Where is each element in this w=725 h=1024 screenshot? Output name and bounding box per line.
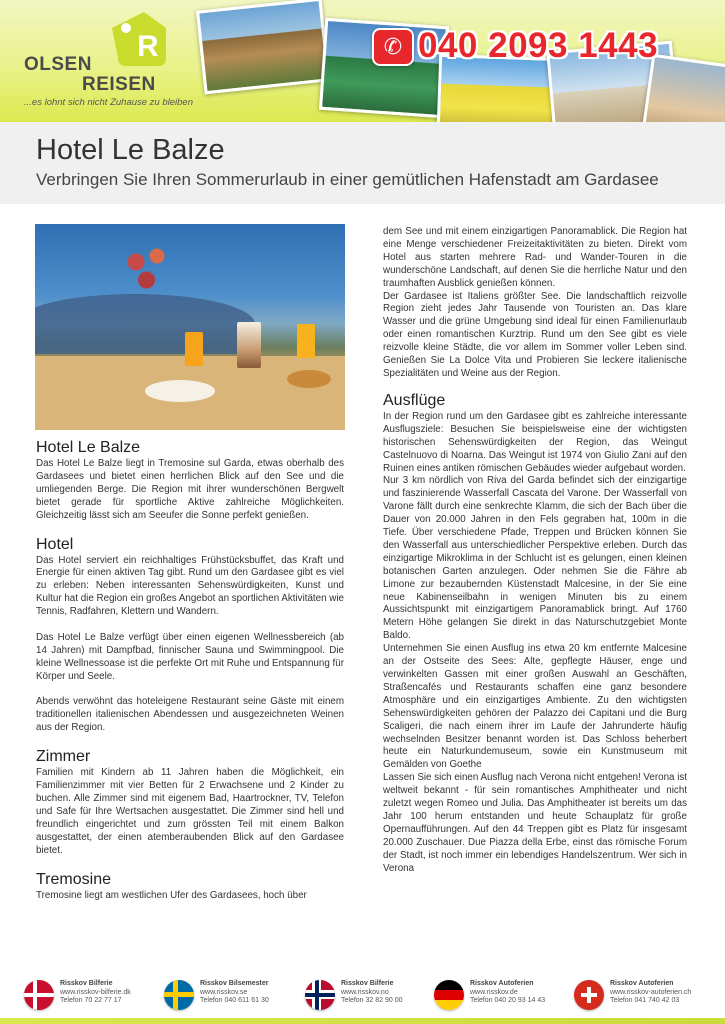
left-column [36, 438, 344, 902]
section-heading-hotel: Hotel [36, 535, 74, 553]
footer-accent-bar [0, 1018, 725, 1024]
section-heading-ausfluege: Ausflüge [383, 391, 446, 409]
olsen-reisen-logo-icon [104, 8, 174, 70]
section-heading-hotel-le-balze: Hotel Le Balze [36, 439, 141, 456]
partner-name: Risskov Bilsemester [200, 980, 269, 987]
partner-url[interactable]: www.risskov-bilferie.dk [60, 988, 131, 996]
switzerland-flag-icon [574, 980, 604, 1010]
partner-phone: Telefon 040 20 93 14 43 [470, 997, 546, 1005]
paragraph: Abends verwöhnt das hoteleigene Restaurant seine Gäste mit einem traditionellen italienischen Abendessen und ausgezeichneten Weinen aus der Region. [36, 696, 344, 734]
page-footer [0, 968, 725, 1024]
partner-phone: Telefon 041 740 42 03 [610, 997, 680, 1005]
partner-url[interactable]: www.risskov.de [470, 988, 518, 996]
sweden-flag-icon [164, 980, 194, 1010]
partner-url[interactable]: www.risskov.se [200, 988, 248, 996]
partner-phone: Telefon 32 82 90 00 [341, 997, 403, 1005]
paragraph: Das Hotel Le Balze liegt in Tremosine sul Garda, etwas oberhalb des Gardasees und bietet einen herrlichen Blick auf den See und die umliegenden Berge. Die Region mit ihrer wunderschönen Bergwelt bietet gerade für sportliche Aktive zahlreiche Möglichkeiten. Gleichzeitig lässt sich am Seeufer die Sonne perfekt genießen. [36, 458, 344, 521]
logo-text-reisen: REISEN [82, 74, 156, 95]
partner-url[interactable]: www.risskov-autoferien.ch [610, 988, 692, 996]
section-heading-zimmer: Zimmer [36, 748, 91, 766]
page-subtitle: Verbringen Sie Ihren Sommerurlaub in einer gemütlichen Hafenstadt am Gardasee [36, 170, 659, 189]
svg-text:R: R [137, 30, 159, 63]
partner-name: Risskov Bilferie [341, 980, 394, 987]
paragraph: Das Hotel serviert ein reichhaltiges Frühstücksbuffet, das Kraft und Energie für einen aktiven Tag gibt. Rund um den Gardasee gibt es viel zu erleben: Neben interessanten Sehenswürdigkeiten, Kunst und Kultur hat die Region ein großes Angebot an sportlichen Aktivitäten wie Tennis, Radfahren, Klettern und Wandern. [36, 554, 344, 618]
phone-icon: ✆ [372, 28, 414, 66]
breakfast-lake-photo [35, 224, 345, 430]
title-band [0, 122, 725, 204]
paragraph: In der Region rund um den Gardasee gibt es zahlreiche interessante Ausflugsziele: Besuchen Sie beispielsweise eine der wichtigsten historischen Sehenswürdigkeiten der Region, das Weingut Castelnuovo di Noarna. Das Weingut ist 1974 von Giulio Zani auf den Ruinen eines antiken römischen Gebäudes wieder aufgebaut worden. [383, 410, 687, 474]
partner-phone: Telefon 70 22 77 17 [60, 997, 122, 1005]
right-column [383, 226, 687, 876]
paragraph: dem See und mit einem einzigartigen Panoramablick. Die Region hat eine Menge verschiedener Freizeitaktivitäten zu bieten. Direkt vom Hotel aus starten mehrere Rad- und Wander-Touren in die wunderschöne Landschaft, auf denen Sie die herrliche Natur und den traumhaften Ausblick genießen können. [383, 226, 687, 289]
paragraph: Der Gardasee ist Italiens größter See. Die landschaftlich reizvolle Region zieht jedes Jahr Tausende von Touristen an. Das klare Wasser und die grüne Umgebung sind ideal für einen Familienurlaub oder einen romantischen Kurztrip. Rund um den See gibt es viele reizvolle kleine Städte, die vor allem im Sommer voller Leben sind. Genießen Sie La Dolce Vita und Probieren Sie leckere italienische Spezialitäten und Weine aus der Region. [383, 290, 687, 379]
paragraph: Das Hotel Le Balze verfügt über einen eigenen Wellnessbereich (ab 14 Jahren) mit Dampfbad, finnischer Sauna und Swimmingpool. Die kleine Wellnessoase ist die perfekte Ort mit Ruhe und Entspannung für Körper und Seele. [36, 631, 344, 682]
norway-flag-icon [305, 980, 335, 1010]
page-header [0, 0, 725, 122]
partner-url[interactable]: www.risskov.no [341, 988, 389, 996]
paragraph: Unternehmen Sie einen Ausflug ins etwa 20 km entfernte Malcesine an der Ostseite des Sees: Alte, gepflegte Häuser, enge und verwinkelten Gassen mit einer großen Auswahl an Geschäften, Straßencafés und Restaurants schaffen eine ganz besondere Atmosphäre und ein einzigartiges Ambiente. Zu den wichtigsten Sehenswürdigkeiten gehören der Palazzo dei Capitani und die Burg Scaligeri, die nach einem ihrer im Laufe der Jahrunderte häufig wechselnden Besitzer benannt worden ist. Das Schloss beherbert heute ein Naturkundemuseum, sowie ein Kunstmuseum mit Gemälden von Goethe [383, 643, 687, 771]
logo-text-olsen: OLSEN [24, 54, 92, 75]
phone-number[interactable]: 040 2093 1443 [418, 26, 659, 65]
tagline: ...es lohnt sich nicht Zuhause zu bleiben [24, 97, 193, 108]
partner-name: Risskov Bilferie [60, 980, 113, 987]
germany-flag-icon [434, 980, 464, 1010]
header-photo-town [196, 0, 330, 94]
partner-name: Risskov Autoferien [470, 980, 534, 987]
paragraph: Lassen Sie sich einen Ausflug nach Verona nicht entgehen! Verona ist weltweit bekannt - für sein romantisches Amphitheater und nicht zuletzt wegen Romeo und Julia. Das Amphitheater ist bereits um das Jahr 100 herum entstanden und heute Schauplatz für große Opernaufführungen. Auf den 44 Treppen gibt es Platz für insgesamt 20.000 Zuschauer. Due Piazza della Erbe, einst das römische Forum der Stadt, ist noch immer ein lebendiges Handelszentrum. Wer sich in Verona [383, 772, 687, 874]
partner-phone: Telefon 040 611 61 30 [200, 997, 269, 1005]
section-heading-tremosine: Tremosine [36, 870, 111, 888]
paragraph: Nur 3 km nördlich von Riva del Garda befindet sich der einzigartige und faszinierende Wasserfall Cascata del Varone. Der Wasserfall von Varone fällt durch eine senkrechte Klamm, die sich der Bach über die Dauer von 20.000 Jahren in den Fels gegraben hat, 100m in die Tiefe. Über verschiedene Pfade, Treppen und Brücken können Sie den Wasserfall aus unterschiedlicher Perspektive erleben. Durch das einzigartige Mikroklima in der Schlucht ist es gelungen, einen kleinen botanischen Garten anzulegen. Oder nehmen Sie die Fähre ab Limone zur bezaubernden Küstenstadt Malcesine, in der Sie eine neue Kabinenseilbahn in wenigen Minuten bis zu einem Aussichtspunkt mit einzigartigem Panoramablick bringt. Auf 1760 Metern Höhe gelangen Sie direkt in das Naturschutzgebiet Monte Baldo. [383, 475, 687, 642]
page-title: Hotel Le Balze [36, 134, 225, 166]
paragraph: Familien mit Kindern ab 11 Jahren haben die Möglichkeit, ein Familienzimmer mit vier Betten für 2 Erwachsene und 2 Kinder zu buchen. Alle Zimmer sind mit eigenem Bad, Haartrockner, TV, Telefon und Safe für Ihre Wertsachen ausgestattet. Die Zimmer sind hell und freundlich eingerichtet und zum grössten Teil mit einem Balkon ausgestattet, der einen atemberaubenden Blick auf den Gardasee bietet. [36, 767, 344, 856]
paragraph: Tremosine liegt am westlichen Ufer des Gardasees, hoch über [36, 889, 307, 901]
denmark-flag-icon [24, 980, 54, 1010]
partner-name: Risskov Autoferien [610, 980, 674, 987]
